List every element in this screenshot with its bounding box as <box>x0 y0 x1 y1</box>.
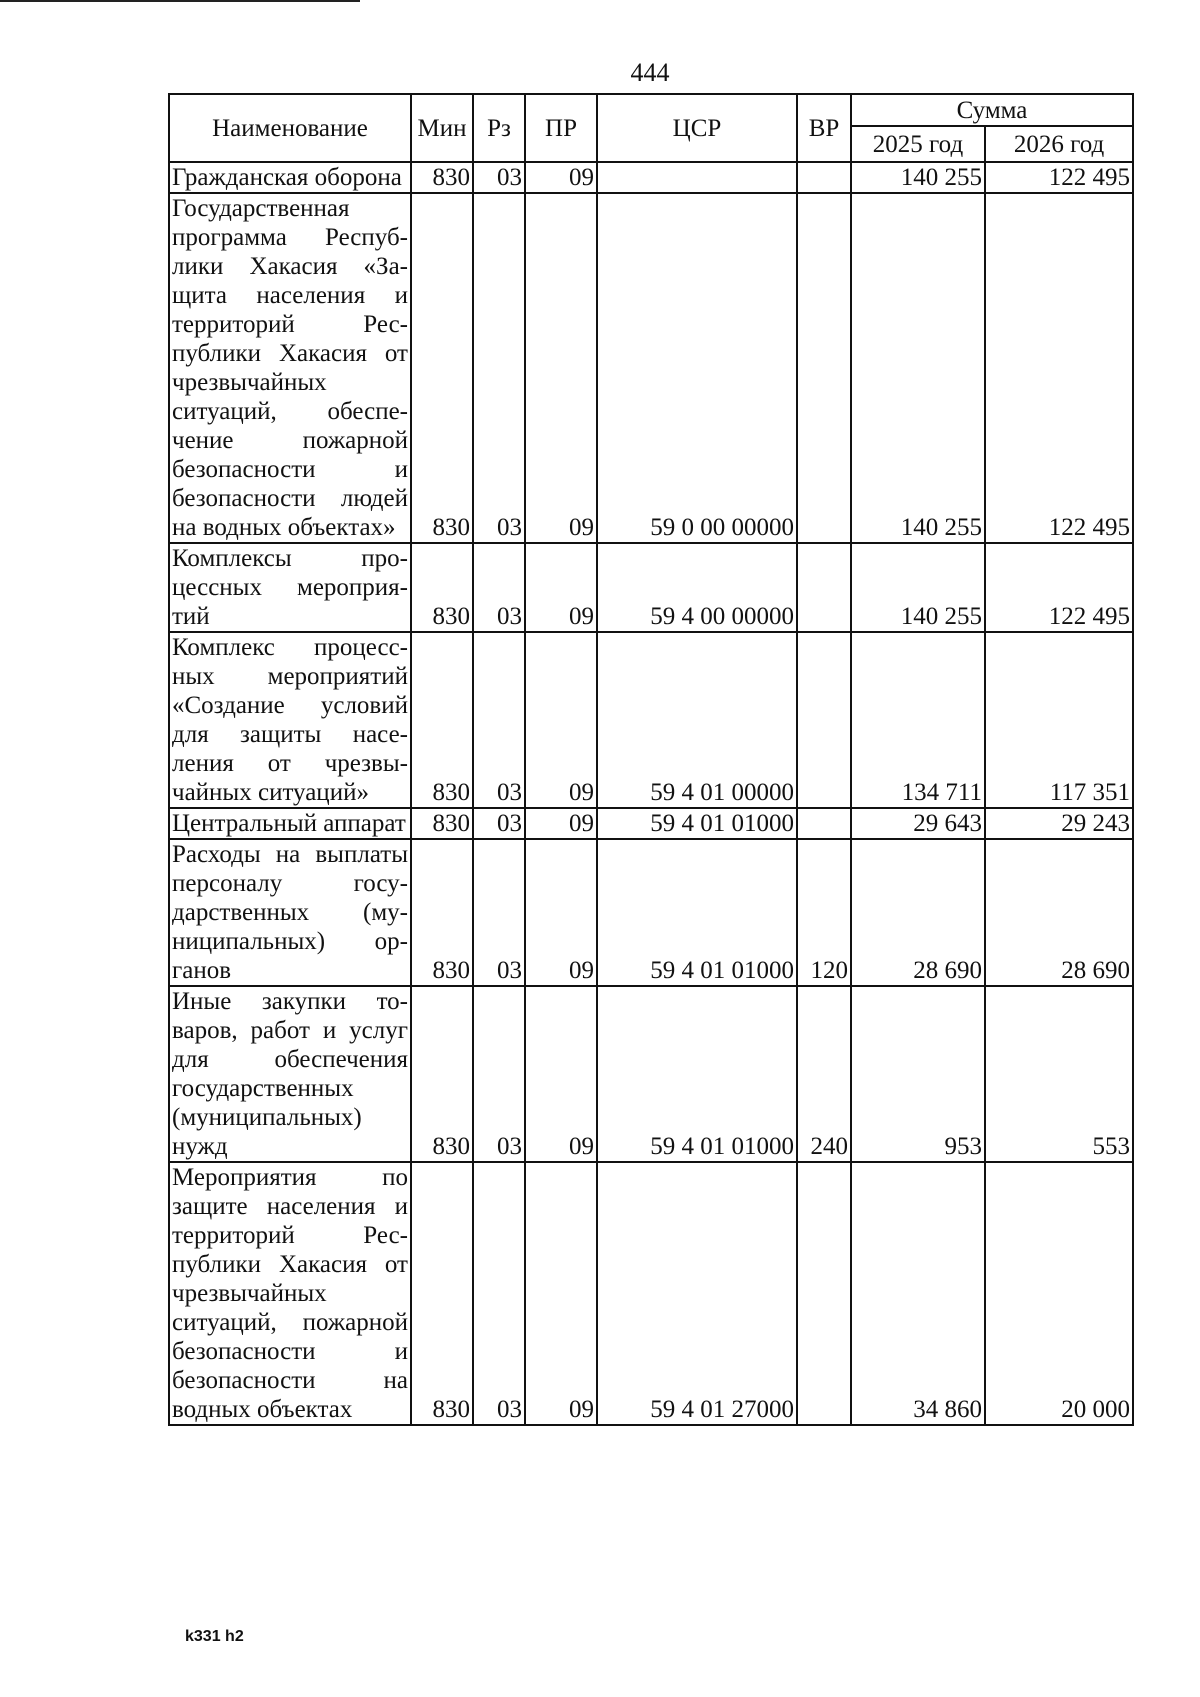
cell-rz: 03 <box>473 162 525 193</box>
header-year-2026: 2026 год <box>985 126 1133 162</box>
cell-min: 830 <box>411 839 473 986</box>
cell-rz: 03 <box>473 1162 525 1425</box>
cell-sum-2025: 134 711 <box>851 632 985 808</box>
cell-pr: 09 <box>525 543 597 632</box>
cell-min: 830 <box>411 543 473 632</box>
cell-vr: 240 <box>797 986 851 1162</box>
header-pr: ПР <box>525 94 597 162</box>
table-row <box>169 543 1133 632</box>
cell-vr <box>797 193 851 543</box>
cell-sum-2026: 122 495 <box>985 543 1133 632</box>
cell-rz: 03 <box>473 543 525 632</box>
cell-sum-2026: 122 495 <box>985 193 1133 543</box>
cell-sum-2026: 29 243 <box>985 808 1133 839</box>
cell-csr: 59 4 01 00000 <box>597 632 797 808</box>
cell-min: 830 <box>411 808 473 839</box>
cell-pr: 09 <box>525 162 597 193</box>
cell-sum-2025: 140 255 <box>851 543 985 632</box>
cell-name: Мероприятия по защите населения и территорий Республики Хакасия от чрезвычайных ситуаций, пожарной безопасности и безопасности на водных объектах <box>169 1162 411 1425</box>
cell-vr <box>797 632 851 808</box>
cell-vr <box>797 543 851 632</box>
cell-min: 830 <box>411 1162 473 1425</box>
cell-csr: 59 4 01 27000 <box>597 1162 797 1425</box>
budget-table <box>168 93 1134 1426</box>
cell-csr: 59 4 01 01000 <box>597 839 797 986</box>
table-row <box>169 986 1133 1162</box>
cell-sum-2025: 140 255 <box>851 162 985 193</box>
cell-pr: 09 <box>525 839 597 986</box>
cell-sum-2025: 34 860 <box>851 1162 985 1425</box>
cell-name: Центральный аппарат <box>169 808 411 839</box>
header-sum: Сумма <box>851 94 1133 126</box>
cell-sum-2026: 553 <box>985 986 1133 1162</box>
cell-pr: 09 <box>525 808 597 839</box>
cell-sum-2025: 28 690 <box>851 839 985 986</box>
header-min: Мин <box>411 94 473 162</box>
table-row <box>169 808 1133 839</box>
cell-pr: 09 <box>525 193 597 543</box>
table-row <box>169 1162 1133 1425</box>
cell-name: Гражданская оборона <box>169 162 411 193</box>
cell-sum-2026: 117 351 <box>985 632 1133 808</box>
cell-rz: 03 <box>473 839 525 986</box>
cell-pr: 09 <box>525 1162 597 1425</box>
cell-rz: 03 <box>473 986 525 1162</box>
header-csr: ЦСР <box>597 94 797 162</box>
cell-pr: 09 <box>525 632 597 808</box>
cell-csr: 59 4 01 01000 <box>597 986 797 1162</box>
cell-sum-2026: 122 495 <box>985 162 1133 193</box>
cell-min: 830 <box>411 632 473 808</box>
cell-name: Комплекс процессных мероприятий «Создание условий для защиты населения от чрезвычайных ситуаций» <box>169 632 411 808</box>
header-row-top <box>169 94 1133 126</box>
cell-min: 830 <box>411 193 473 543</box>
cell-vr <box>797 1162 851 1425</box>
table-row <box>169 162 1133 193</box>
cell-sum-2025: 953 <box>851 986 985 1162</box>
table-body <box>169 162 1133 1425</box>
header-year-2025: 2025 год <box>851 126 985 162</box>
header-name: Наименование <box>169 94 411 162</box>
cell-sum-2026: 28 690 <box>985 839 1133 986</box>
cell-sum-2025: 140 255 <box>851 193 985 543</box>
cell-sum-2026: 20 000 <box>985 1162 1133 1425</box>
cell-csr <box>597 162 797 193</box>
cell-vr: 120 <box>797 839 851 986</box>
cell-rz: 03 <box>473 632 525 808</box>
cell-pr: 09 <box>525 986 597 1162</box>
cell-sum-2025: 29 643 <box>851 808 985 839</box>
cell-csr: 59 0 00 00000 <box>597 193 797 543</box>
cell-vr <box>797 162 851 193</box>
cell-name: Иные закупки товаров, работ и услуг для обеспечения государственных (муниципальных) нужд <box>169 986 411 1162</box>
scan-edge-line <box>0 0 360 2</box>
cell-csr: 59 4 01 01000 <box>597 808 797 839</box>
cell-csr: 59 4 00 00000 <box>597 543 797 632</box>
table-row <box>169 839 1133 986</box>
cell-min: 830 <box>411 162 473 193</box>
table-row <box>169 193 1133 543</box>
cell-rz: 03 <box>473 808 525 839</box>
header-rz: Рз <box>473 94 525 162</box>
cell-name: Комплексы процессных мероприятий <box>169 543 411 632</box>
cell-name: Государственная программа Республики Хакасия «Защита населения и территорий Республики Хакасия от чрезвычайных ситуаций, обеспечение пожарной безопасности и безопасности людей на водных объектах» <box>169 193 411 543</box>
table-row <box>169 632 1133 808</box>
header-vr: ВР <box>797 94 851 162</box>
footer-code: k331 h2 <box>185 1628 244 1645</box>
cell-min: 830 <box>411 986 473 1162</box>
cell-name: Расходы на выплаты персоналу государственных (муниципальных) органов <box>169 839 411 986</box>
cell-rz: 03 <box>473 193 525 543</box>
cell-vr <box>797 808 851 839</box>
page-number: 444 <box>630 58 670 87</box>
